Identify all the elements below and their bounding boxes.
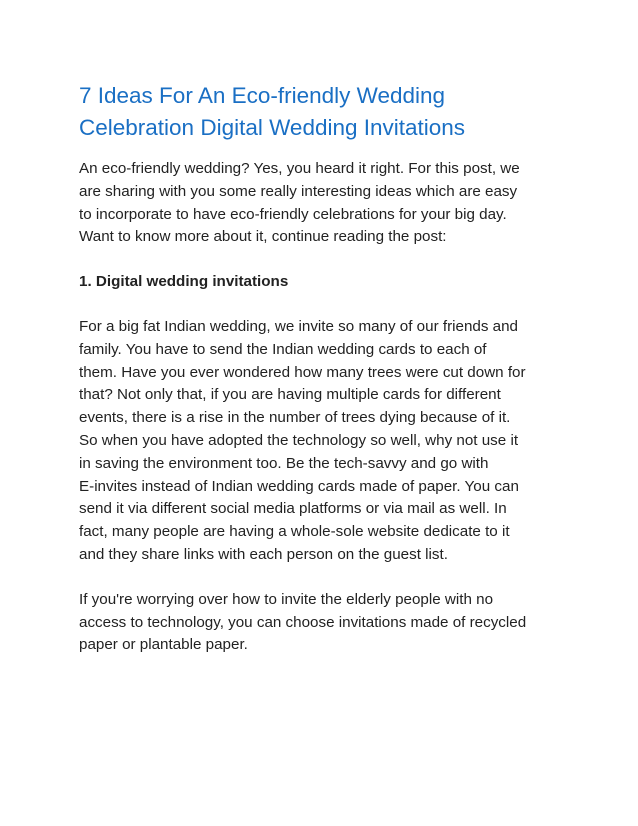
body-line: events, there is a rise in the number of trees dying because of it. bbox=[79, 409, 511, 427]
intro-paragraph bbox=[79, 158, 579, 249]
body-line: For a big fat Indian wedding, we invite so many of our friends and bbox=[79, 317, 518, 335]
document-content bbox=[79, 80, 579, 657]
spacer bbox=[79, 294, 579, 316]
intro-line: are sharing with you some really interesting ideas which are easy bbox=[79, 182, 518, 200]
body-line: send it via different social media platforms or via mail as well. In bbox=[79, 500, 507, 518]
section-heading: 1. Digital wedding invitations bbox=[79, 273, 289, 291]
body-line: and they share links with each person on the guest list. bbox=[79, 545, 448, 563]
title-line: Celebration Digital Wedding Invitations bbox=[79, 115, 466, 140]
intro-line: to incorporate to have eco-friendly celebrations for your big day. bbox=[79, 205, 507, 223]
spacer bbox=[79, 249, 579, 271]
body-line: fact, many people are having a whole-sole website dedicate to it bbox=[79, 523, 510, 541]
body-line: family. You have to send the Indian wedding cards to each of bbox=[79, 340, 487, 358]
body-paragraph bbox=[79, 316, 579, 567]
body-line: in saving the environment too. Be the tech-savvy and go with bbox=[79, 454, 489, 472]
closing-line: If you're worrying over how to invite the elderly people with no bbox=[79, 590, 494, 608]
spacer bbox=[79, 567, 579, 589]
closing-paragraph bbox=[79, 589, 579, 657]
body-line: E-invites instead of Indian wedding cards made of paper. You can bbox=[79, 477, 519, 495]
body-line: that? Not only that, if you are having multiple cards for different bbox=[79, 386, 501, 404]
spacer bbox=[79, 144, 579, 158]
intro-line: An eco-friendly wedding? Yes, you heard it right. For this post, we bbox=[79, 160, 520, 177]
title-line: 7 Ideas For An Eco-friendly Wedding bbox=[79, 83, 446, 108]
body-line: So when you have adopted the technology so well, why not use it bbox=[79, 431, 519, 449]
body-line: them. Have you ever wondered how many trees were cut down for bbox=[79, 363, 526, 381]
intro-line: Want to know more about it, continue reading the post: bbox=[79, 228, 447, 246]
closing-line: access to technology, you can choose invitations made of recycled bbox=[79, 613, 527, 631]
document-title bbox=[79, 80, 579, 144]
closing-line: paper or plantable paper. bbox=[79, 636, 248, 654]
